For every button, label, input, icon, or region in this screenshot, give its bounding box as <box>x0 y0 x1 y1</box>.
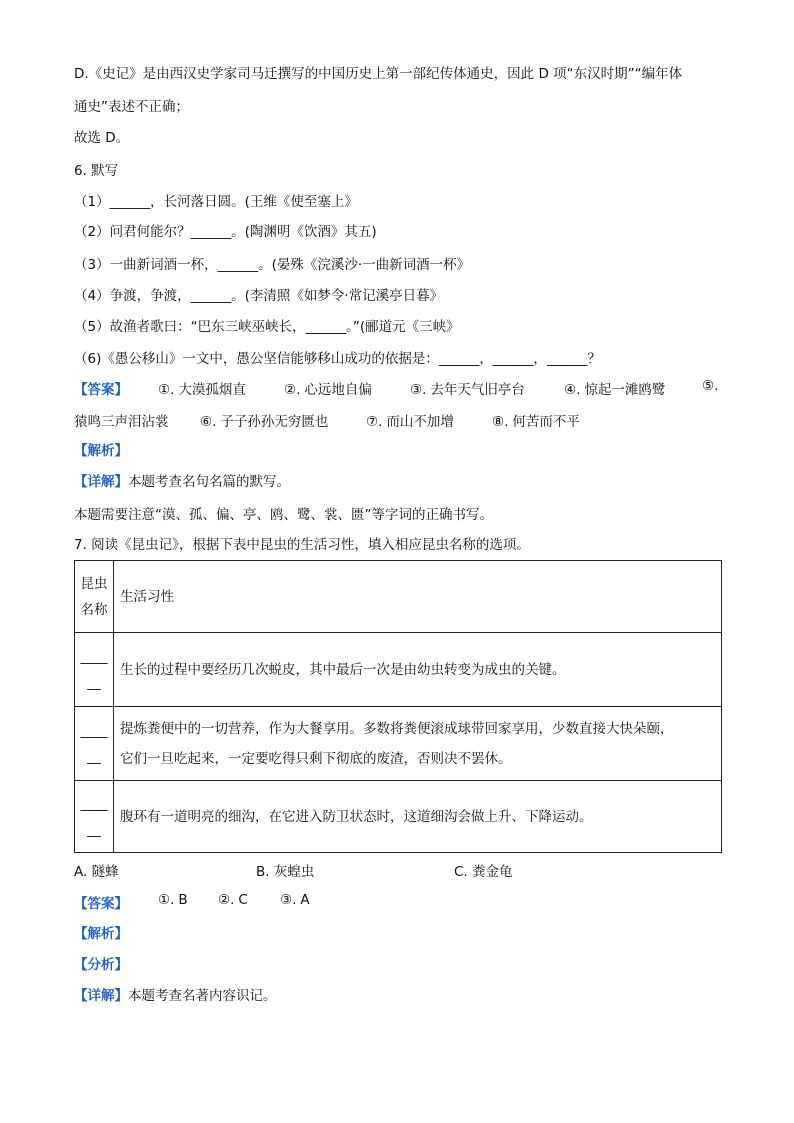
habit-text: 生长的过程中要经历几次蜕皮，其中最后一次是由幼虫转变为成虫的关键。 <box>114 633 722 707</box>
q5-option-d-line1: D.《史记》是由西汉史学家司马迁撰写的中国历史上第一部纪传体通史，因此 D 项“东汉时期”“编年体 <box>74 66 683 82</box>
q6-answer-4: ④. 惊起一滩鸥鹭 <box>564 382 666 398</box>
q6-answer-7: ⑦. 而山不加增 <box>366 414 454 430</box>
q6-answer-1: ①. 大漠孤烟直 <box>158 382 246 398</box>
q6-item-1: （1）______，长河落日圆。(王维《使至塞上》 <box>74 194 358 210</box>
insect-habits-table <box>74 560 722 853</box>
table-row <box>75 633 722 707</box>
habit-text: 提炼粪便中的一切营养，作为大餐享用。多数将粪便滚成球带回家享用，少数直接大快朵颐， 它们一旦吃起来，一定要吃得只剩下彻底的废渣，否则决不罢休。 <box>114 707 722 781</box>
q7-answer-2: ②. C <box>218 892 248 908</box>
q7-analysis2-label: 【分析】 <box>74 957 128 973</box>
answer-blank: ____ __ <box>75 633 114 707</box>
q7-answer-label: 【答案】 <box>74 896 128 912</box>
q6-item-5: （5）故渔者歌曰：“巴东三峡巫峡长，______。”(郦道元《三峡》 <box>74 319 460 335</box>
q7-answer-1: ①. B <box>158 892 188 908</box>
q6-answer-2: ②. 心远地自偏 <box>284 382 372 398</box>
header-habits: 生活习性 <box>114 561 722 633</box>
q6-item-3: （3）一曲新词酒一杯，______。(晏殊《浣溪沙·一曲新词酒一杯》 <box>74 257 471 273</box>
q5-option-d-line2: 通史”表述不正确； <box>74 99 189 115</box>
q6-answer-6: ⑥. 子子孙孙无穷匮也 <box>200 414 329 430</box>
q6-detail: 【详解】本题考查名句名篇的默写。 <box>74 474 290 490</box>
q6-item-6: （6)《愚公移山》一文中，愚公坚信能够移山成功的依据是：______，______，______？ <box>74 351 601 367</box>
q6-answer-3: ③. 去年天气旧亭台 <box>410 382 525 398</box>
q6-item-2: （2）问君何能尔？______。(陶渊明《饮酒》其五) <box>74 224 377 240</box>
q7-option-c: C. 粪金龟 <box>454 864 513 880</box>
q6-item-4: （4）争渡，争渡，______。(李清照《如梦令·常记溪亭日暮》 <box>74 288 444 304</box>
q6-answer-8: ⑧. 何苦而不平 <box>492 414 580 430</box>
q7-answer-3: ③. A <box>280 892 310 908</box>
habit-text: 腹环有一道明亮的细沟，在它进入防卫状态时，这道细沟会做上升、下降运动。 <box>114 781 722 853</box>
table-header-row <box>75 561 722 633</box>
q7-title: 7. 阅读《昆虫记》，根据下表中昆虫的生活习性，填入相应昆虫名称的选项。 <box>74 537 530 553</box>
answer-blank: ____ __ <box>75 781 114 853</box>
q6-answer-5-num: ⑤. <box>702 378 719 394</box>
q7-option-b: B. 灰蝗虫 <box>256 864 315 880</box>
table-row <box>75 707 722 781</box>
q6-title: 6. 默写 <box>74 163 119 179</box>
q6-answer-5-text: 猿鸣三声泪沾裳 <box>74 414 169 430</box>
q6-note: 本题需要注意“漠、孤、偏、亭、鸥、鹭、裳、匮”等字词的正确书写。 <box>74 507 493 523</box>
answer-blank: ____ __ <box>75 707 114 781</box>
q7-analysis-label: 【解析】 <box>74 926 128 942</box>
q7-option-a: A. 隧蜂 <box>74 864 119 880</box>
q6-answer-label: 【答案】 <box>74 382 128 398</box>
q6-analysis-label: 【解析】 <box>74 443 128 459</box>
table-row <box>75 781 722 853</box>
header-insect-name: 昆虫 名称 <box>75 561 114 633</box>
q7-detail: 【详解】本题考查名著内容识记。 <box>74 988 277 1004</box>
q5-choose: 故选 D。 <box>74 130 130 146</box>
